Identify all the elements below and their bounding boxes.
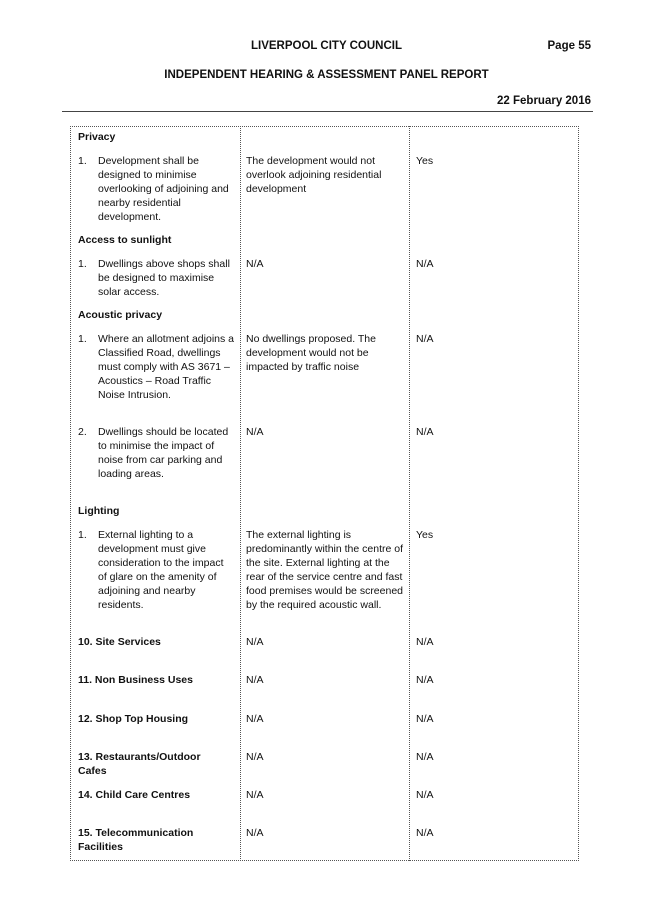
row-complies-non-business-uses: N/A (416, 674, 434, 686)
item-number: 2. (78, 426, 87, 438)
row-title-non-business-uses: 11. Non Business Uses (78, 674, 193, 686)
sunlight-control (78, 257, 234, 299)
row-comment-non-business-uses: N/A (246, 674, 264, 686)
acoustic-control-2 (78, 425, 234, 481)
row-title-shop-top-housing: 12. Shop Top Housing (78, 713, 189, 725)
row-comment-telecommunication: N/A (246, 827, 264, 839)
row-comment-restaurants: N/A (246, 751, 264, 763)
sunlight-complies: N/A (416, 258, 434, 270)
row-title-site-services: 10. Site Services (78, 636, 161, 648)
row-title-telecommunication: 15. Telecommunication Facilities (78, 827, 194, 853)
acoustic-control-1 (78, 332, 234, 402)
acoustic-comment-1: No dwellings proposed. The development would not be impacted by traffic noise (246, 333, 376, 373)
row-comment-site-services: N/A (246, 636, 264, 648)
control-text: Development shall be designed to minimise overlooking of adjoining and nearby residential development. (98, 155, 229, 223)
column-divider-2 (409, 126, 410, 861)
section-title-lighting: Lighting (78, 505, 120, 517)
privacy-comment: The development would not overlook adjoining residential development (246, 155, 382, 195)
acoustic-complies-2: N/A (416, 426, 434, 438)
row-complies-shop-top-housing: N/A (416, 713, 434, 725)
row-comment-child-care: N/A (246, 789, 264, 801)
item-number: 1. (78, 258, 87, 270)
report-date: 22 February 2016 (497, 95, 591, 107)
section-title-sunlight: Access to sunlight (78, 234, 172, 246)
section-title-privacy: Privacy (78, 131, 116, 143)
council-name: LIVERPOOL CITY COUNCIL (250, 40, 402, 52)
row-comment-shop-top-housing: N/A (246, 713, 264, 725)
row-complies-restaurants: N/A (416, 751, 434, 763)
row-complies-telecommunication: N/A (416, 827, 434, 839)
control-text: Dwellings above shops shall be designed to maximise solar access. (98, 258, 230, 298)
row-title-restaurants: 13. Restaurants/Outdoor Cafes (78, 751, 201, 777)
privacy-complies: Yes (416, 155, 434, 167)
column-divider-1 (240, 126, 241, 861)
control-text: Where an allotment adjoins a Classified Road, dwellings must comply with AS 3671 – Acoustics – Road Traffic Noise Intrusion. (98, 333, 234, 401)
acoustic-comment-2: N/A (246, 426, 264, 438)
control-text: External lighting to a development must give consideration to the impact of glare on the amenity of adjoining and nearby residents. (98, 529, 224, 611)
lighting-comment: The external lighting is predominantly within the centre of the site. External lighting at the rear of the service centre and fast food premises would be screened by the required acoustic wall. (246, 529, 404, 611)
row-complies-site-services: N/A (416, 636, 434, 648)
acoustic-complies-1: N/A (416, 333, 434, 345)
lighting-control (78, 528, 234, 612)
lighting-complies: Yes (416, 529, 434, 541)
section-title-acoustic: Acoustic privacy (78, 309, 163, 321)
control-text: Dwellings should be located to minimise the impact of noise from car parking and loading areas. (98, 426, 229, 480)
report-title: INDEPENDENT HEARING & ASSESSMENT PANEL REPORT (164, 69, 489, 81)
row-title-child-care: 14. Child Care Centres (78, 789, 191, 801)
item-number: 1. (78, 333, 87, 345)
row-complies-child-care: N/A (416, 789, 434, 801)
privacy-control (78, 154, 234, 224)
sunlight-comment: N/A (246, 258, 264, 270)
item-number: 1. (78, 529, 87, 541)
page-number: Page 55 (547, 40, 591, 52)
item-number: 1. (78, 155, 87, 167)
header-divider (62, 111, 593, 112)
